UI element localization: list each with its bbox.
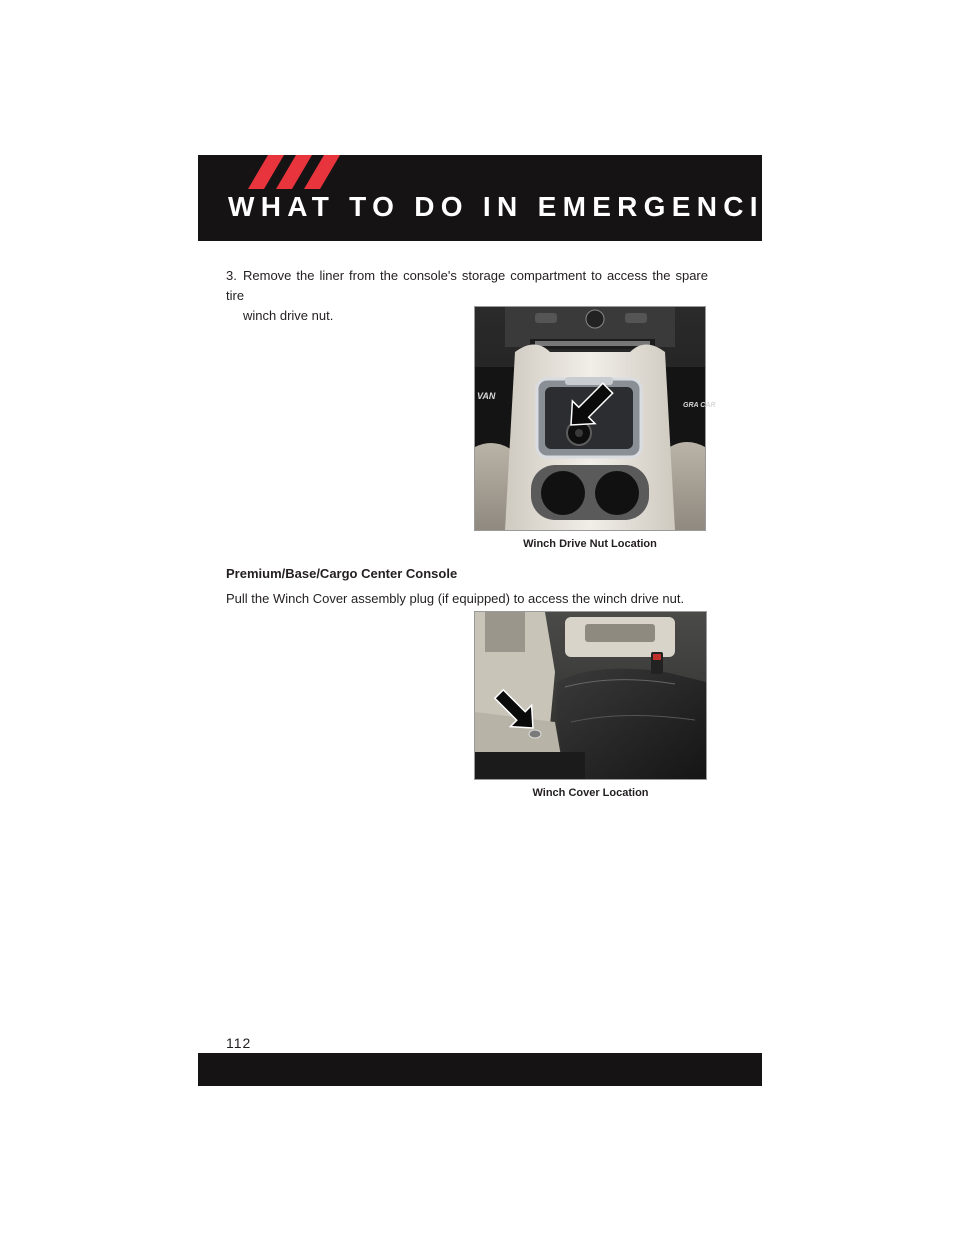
step-text-line1: Remove the liner from the console's storage compartment to access the spare tire — [226, 268, 708, 303]
winch-drive-nut-photo — [474, 306, 716, 531]
figure2-caption: Winch Cover Location — [532, 787, 649, 799]
section-header-band — [198, 155, 814, 241]
section-title: WHAT TO DO IN EMERGENCIES — [228, 191, 814, 222]
subheading: Premium/Base/Cargo Center Console — [226, 566, 458, 581]
floor-mat-text-right: GRA CAR — [683, 402, 716, 409]
brand-stripes-icon — [248, 155, 340, 189]
winch-cover-photo — [474, 611, 707, 780]
floor-mat-text-left: VAN — [477, 391, 496, 401]
step-text-line2: winch drive nut. — [243, 308, 334, 323]
body-paragraph: Pull the Winch Cover assembly plug (if equipped) to access the winch drive nut. — [226, 591, 685, 606]
footer-band — [198, 1053, 762, 1086]
figure1-caption: Winch Drive Nut Location — [523, 538, 657, 550]
step-number: 3. — [226, 268, 237, 283]
page-number: 112 — [226, 1035, 252, 1051]
